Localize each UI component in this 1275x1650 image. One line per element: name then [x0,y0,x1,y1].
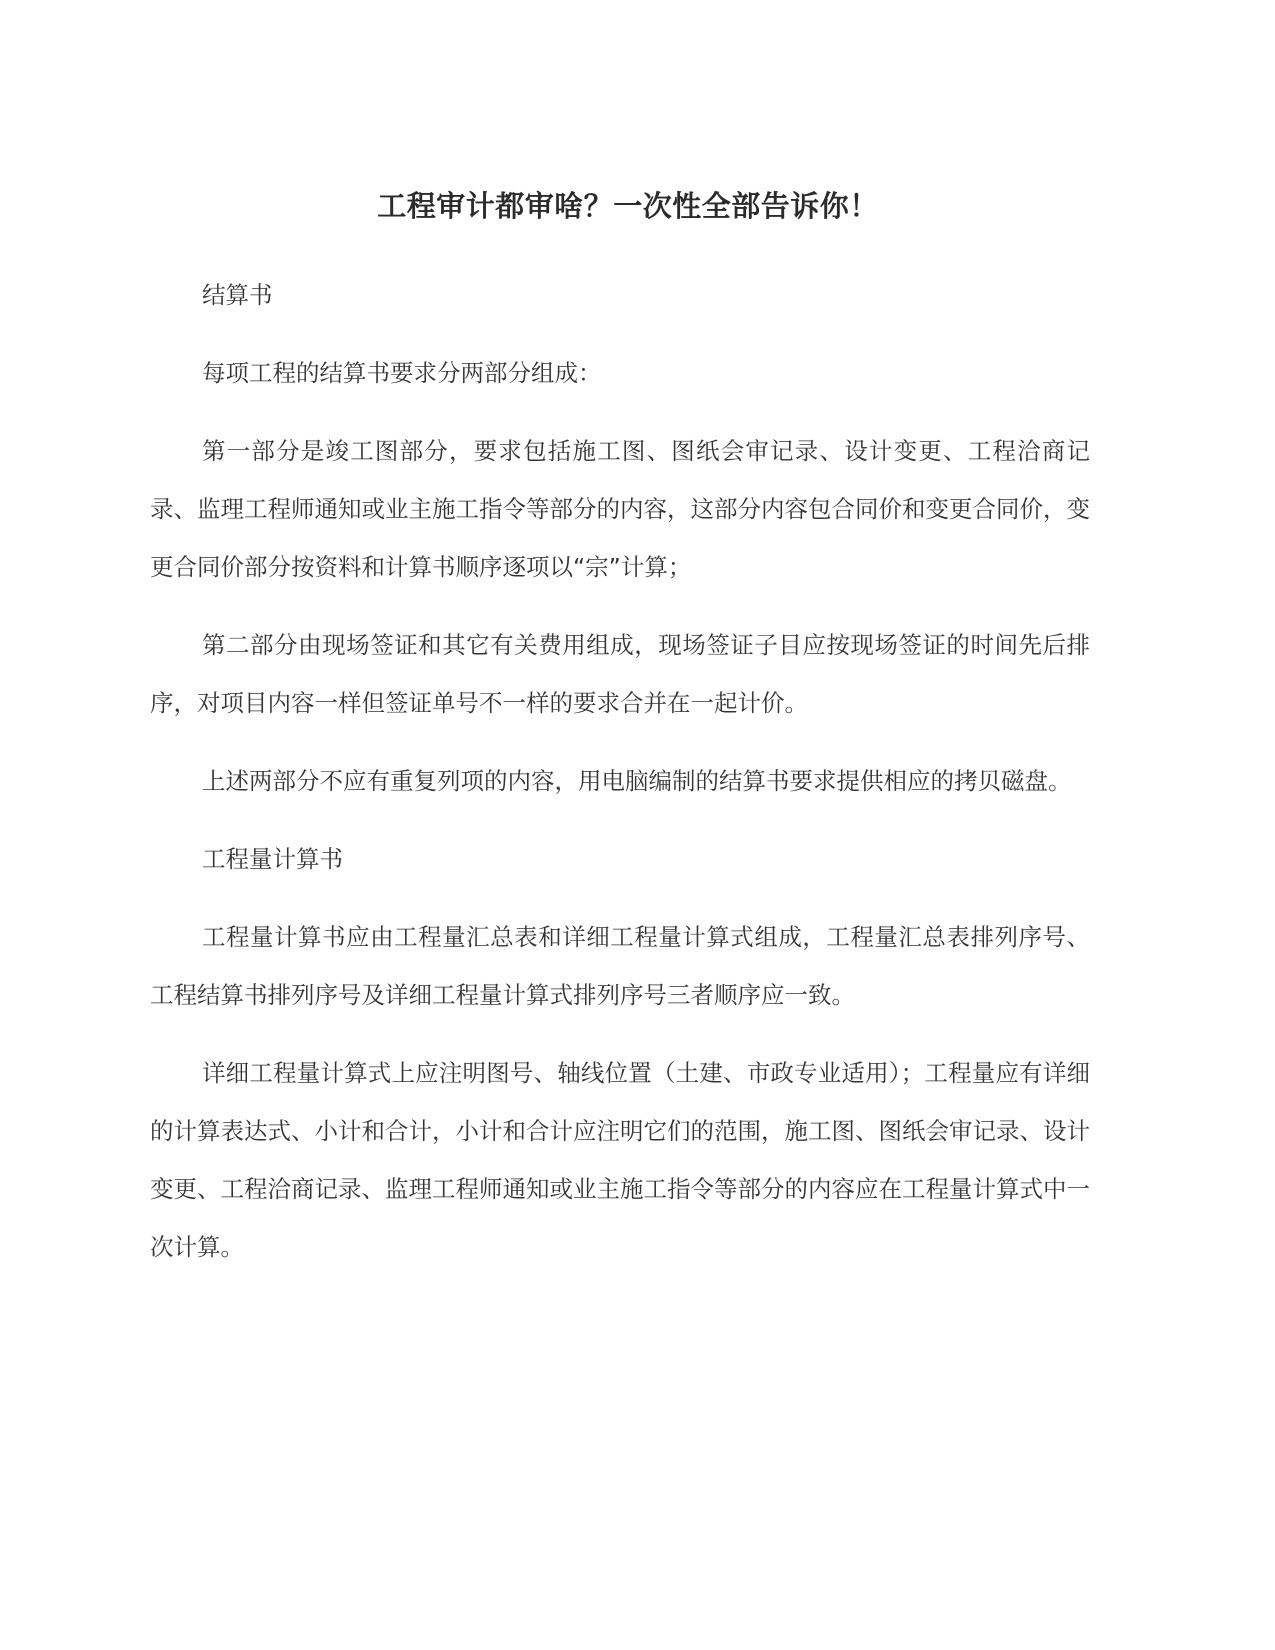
document-body [150,266,1090,1276]
paragraph: 工程量计算书应由工程量汇总表和详细工程量计算式组成，工程量汇总表排列序号、工程结算书排列序号及详细工程量计算式排列序号三者顺序应一致。 [150,923,1090,1009]
paragraph: 每项工程的结算书要求分两部分组成： [202,359,602,387]
section-heading-settlement: 结算书 [202,281,273,309]
section-heading-quantity: 工程量计算书 [202,845,343,873]
paragraph: 详细工程量计算式上应注明图号、轴线位置（土建、市政专业适用）；工程量应有详细的计算表达式、小计和合计，小计和合计应注明它们的范围，施工图、图纸会审记录、设计变更、工程洽商记录、监理工程师通知或业主施工指令等部分的内容应在工程量计算式中一次计算。 [150,1059,1090,1261]
paragraph: 第一部分是竣工图部分，要求包括施工图、图纸会审记录、设计变更、工程洽商记录、监理工程师通知或业主施工指令等部分的内容，这部分内容包合同价和变更合同价，变更合同价部分按资料和计算书顺序逐项以“宗”计算； [150,437,1090,581]
paragraph: 第二部分由现场签证和其它有关费用组成，现场签证子目应按现场签证的时间先后排序，对项目内容一样但签证单号不一样的要求合并在一起计价。 [150,631,1090,717]
paragraph: 上述两部分不应有重复列项的内容，用电脑编制的结算书要求提供相应的拷贝磁盘。 [202,767,1072,795]
document-title: 工程审计都审啥？一次性全部告诉你！ [377,189,879,223]
